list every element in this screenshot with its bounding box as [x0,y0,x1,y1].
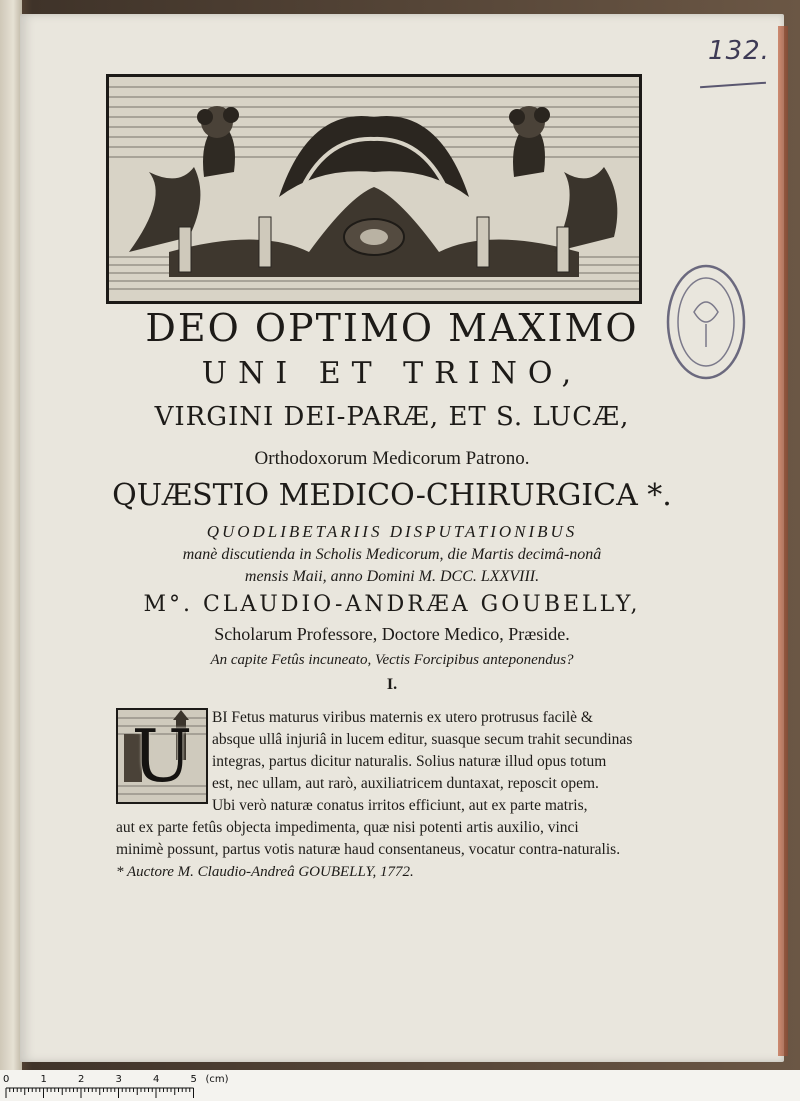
dedication-line-1: DEO OPTIMO MAXIMO [145,306,639,350]
dedication-line-4: Orthodoxorum Medicorum Patrono. [254,448,530,469]
ruler-label: 4 [153,1074,160,1085]
ruler-label: 1 [40,1074,47,1085]
headpiece-engraving [106,74,642,304]
dedication-line-3: VIRGINI DEI-PARÆ, ET S. LUCÆ, [154,402,630,432]
thesis-title: QUÆSTIO MEDICO-CHIRURGICA *. [112,478,672,513]
thesis-date-line-1: manè discutienda in Scholis Medicorum, die Martis decimâ-nonâ [182,546,602,563]
scale-ruler [0,1070,800,1101]
body-line-3: integras, partus dicitur naturalis. Solius naturæ illud opus totum [212,753,607,770]
ruler-label: 2 [78,1074,85,1085]
ruler-label: 3 [115,1074,122,1085]
folio-number: 132. [708,36,770,66]
ruler-label: 0 [3,1074,10,1085]
ruler-label: 5 [190,1074,197,1085]
body-line-1: BI Fetus maturus viribus maternis ex utero protrusus facilè & [212,709,593,726]
body-line-2: absque ullâ injuriâ in lucem editur, suasque secum trahit secundinas [212,731,633,748]
body-line-7: minimè possunt, partus votis naturæ haud consentaneus, vocatur contra-naturalis. [116,841,621,858]
presider-name: M°. CLAUDIO-ANDRÆA GOUBELLY, [143,592,641,617]
thesis-question: An capite Fetûs incuneato, Vectis Forcipibus anteponendus? [210,652,574,668]
thesis-subtitle: QUODLIBETARIIS DISPUTATIONIBUS [206,522,578,541]
body-line-5: Ubi verò naturæ conatus irritos efficiunt, aut ex parte matris, [212,797,588,814]
body-line-4: est, nec ullam, aut rarò, auxiliatricem duntaxat, reposcit opem. [212,775,599,792]
dedication-line-2: UNI ET TRINO, [201,356,583,391]
page-edge [778,26,788,1056]
thesis-date-line-2: mensis Maii, anno Domini M. DCC. LXXVIII. [244,568,540,585]
section-number: I. [386,676,398,693]
dropcap-letter: U [131,714,193,798]
dropcap-ornament [116,708,208,804]
ruler-label: (cm) [205,1074,229,1085]
body-line-6: aut ex parte fetûs objecta impedimenta, quæ nisi potenti artis auxilio, vinci [116,819,579,836]
footnote: * Auctore M. Claudio-Andreâ GOUBELLY, 1772. [116,864,414,880]
book-spine [0,0,22,1070]
presider-role: Scholarum Professore, Doctore Medico, Præside. [214,624,570,644]
